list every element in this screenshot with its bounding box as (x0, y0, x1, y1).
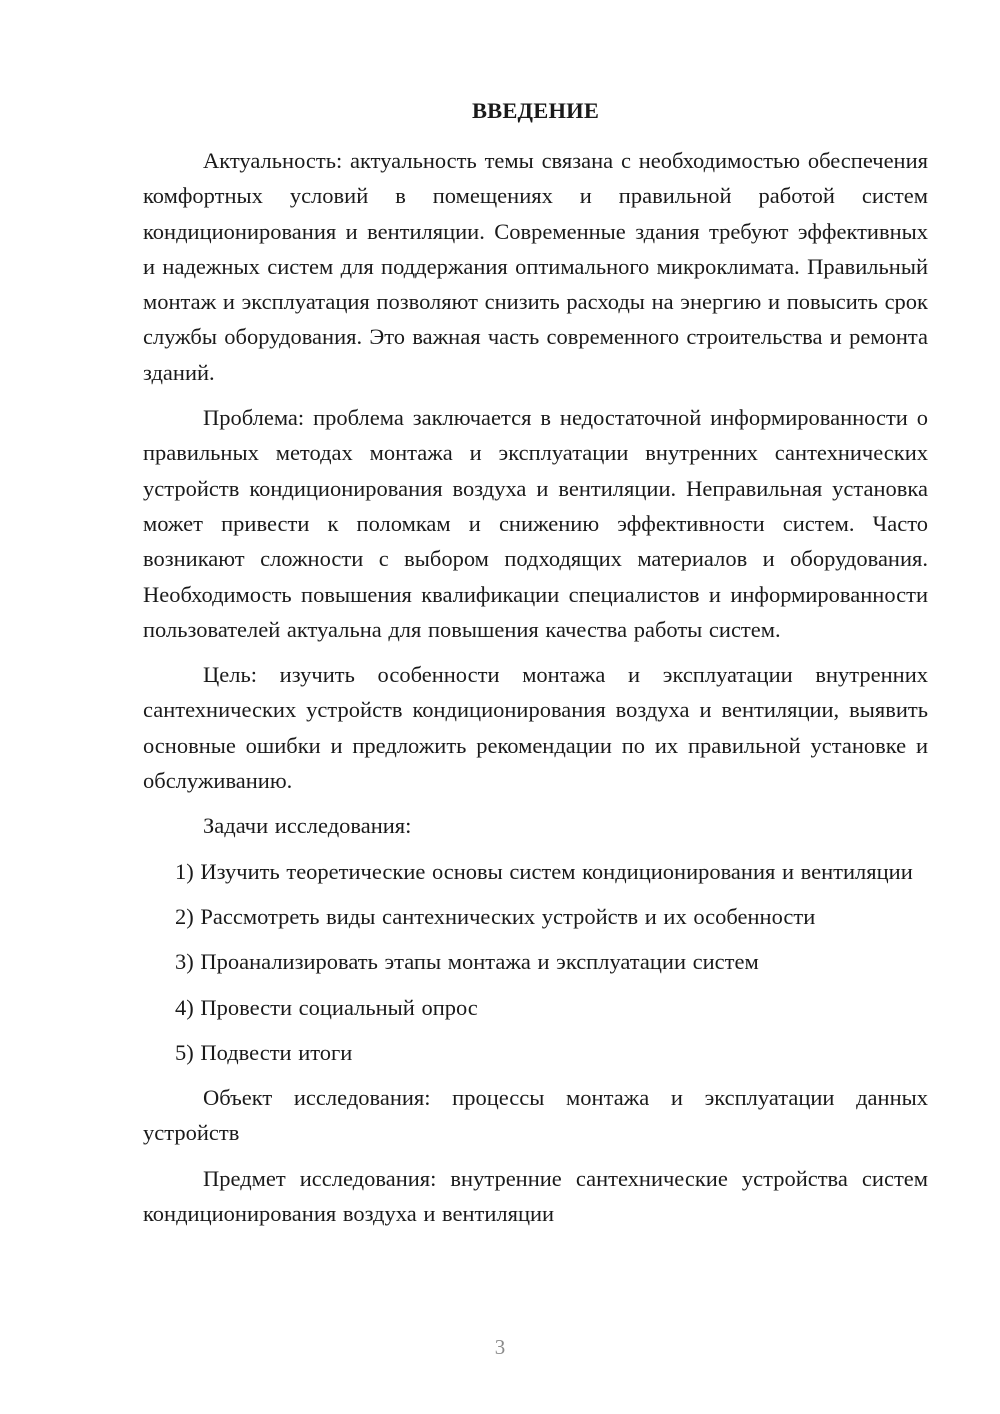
page-title: ВВЕДЕНИЕ (471, 98, 600, 123)
tasks-heading: Задачи исследования: (203, 813, 412, 839)
paragraph-subject: Предмет исследования: внутренние сантехнические устройства систем кондиционирования воздуха и вентиляции (143, 1165, 928, 1227)
list-item: 5) Подвести итоги (175, 1039, 353, 1065)
paragraph-goal: Цель: изучить особенности монтажа и эксплуатации внутренних сантехнических устройств кондиционирования воздуха и вентиляции, выявить основные ошибки и предложить рекомендации по их правильной установке и обслуживанию. (143, 662, 928, 794)
paragraph-object: Объект исследования: процессы монтажа и эксплуатации данных устройств (143, 1085, 928, 1146)
list-item: 4) Провести социальный опрос (175, 994, 478, 1020)
tasks-list (143, 854, 928, 1070)
list-item: 1) Изучить теоретические основы систем кондиционирования и вентиляции (175, 858, 913, 884)
paragraph-problem: Проблема: проблема заключается в недостаточной информированности о правильных методах монтажа и эксплуатации внутренних сантехнических устройств кондиционирования воздуха и вентиляции. Неправильная установка может привести к поломкам и снижению эффективности систем. Часто возникают сложности с выбором подходящих материалов и оборудования. Необходимость повышения квалификации специалистов и информированности пользователей актуальна для повышения качества работы систем. (143, 405, 928, 642)
document-body (143, 143, 928, 1241)
paragraph-relevance: Актуальность: актуальность темы связана с необходимостью обеспечения комфортных условий в помещениях и правильной работой систем кондиционирования и вентиляции. Современные здания требуют эффективных и надежных систем для поддержания оптимального микроклимата. Правильный монтаж и эксплуатация позволяют снизить расходы на энергию и повысить срок службы оборудования. Это важная часть современного строительства и ремонта зданий. (143, 148, 928, 385)
list-item: 2) Рассмотреть виды сантехнических устройств и их особенности (175, 903, 816, 929)
list-item: 3) Проанализировать этапы монтажа и эксплуатации систем (175, 949, 759, 975)
page-number: 3 (494, 1335, 506, 1359)
